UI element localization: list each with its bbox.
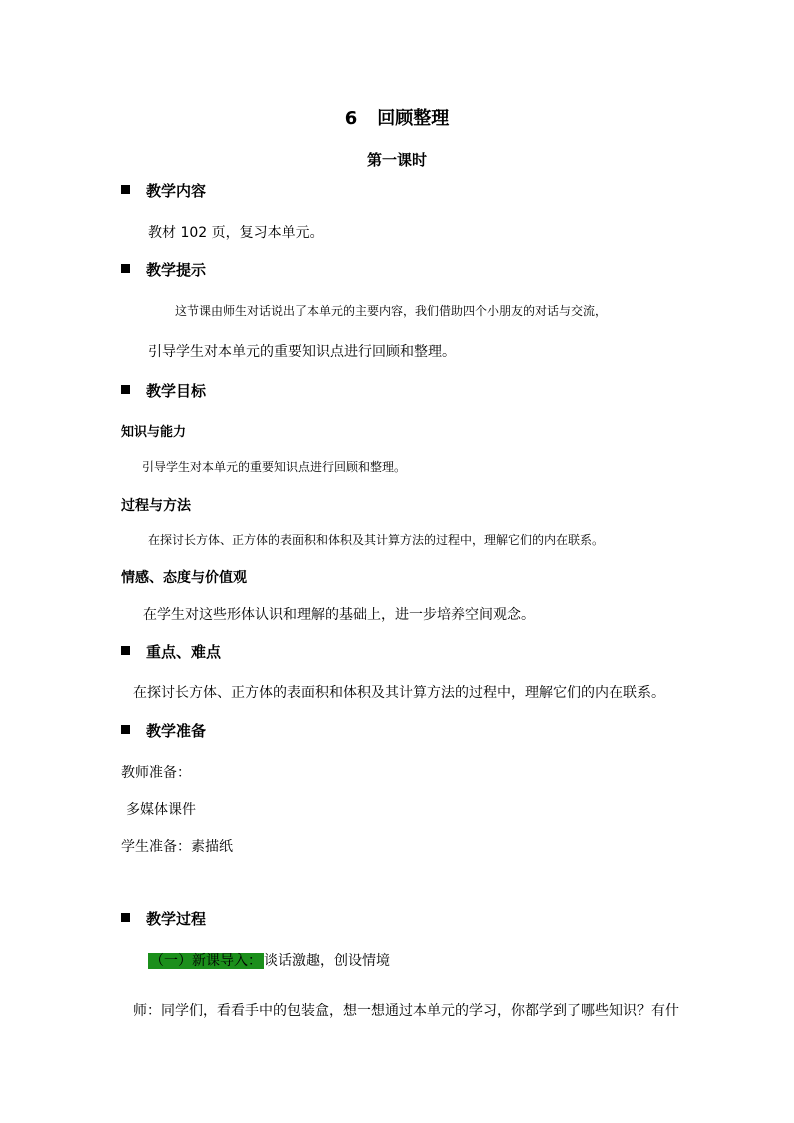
heading-text: 重点、难点 xyxy=(146,643,222,661)
teacher-prep-label: 教师准备： xyxy=(121,765,191,781)
heading-text: 教学目标 xyxy=(146,382,207,400)
page-title xyxy=(0,104,794,130)
square-bullet-icon xyxy=(121,385,130,394)
square-bullet-icon xyxy=(121,913,130,922)
student-prep: 学生准备：素描纸 xyxy=(121,839,233,855)
square-bullet-icon xyxy=(121,725,130,734)
goal2-title: 过程与方法 xyxy=(121,498,191,514)
heading-text: 教学内容 xyxy=(146,182,207,200)
square-bullet-icon xyxy=(121,185,130,194)
section-heading-tips xyxy=(121,259,206,280)
title-number: 6 xyxy=(344,108,358,129)
goal2-text: 在探讨长方体、正方体的表面积和体积及其计算方法的过程中，理解它们的内在联系。 xyxy=(148,533,605,547)
section-heading-process xyxy=(121,908,206,929)
dialog-text: 师：同学们，看看手中的包装盒，想一想通过本单元的学习，你都学到了哪些知识？有什 xyxy=(133,1003,679,1019)
square-bullet-icon xyxy=(121,264,130,273)
heading-text: 教学准备 xyxy=(146,722,207,740)
tips-text-line-2: 引导学生对本单元的重要知识点进行回顾和整理。 xyxy=(148,344,456,360)
section-heading-prep xyxy=(121,720,206,741)
section-heading-content xyxy=(121,180,206,201)
goal1-text: 引导学生对本单元的重要知识点进行回顾和整理。 xyxy=(142,460,407,474)
step1-text: 谈话激趣，创设情境 xyxy=(264,953,390,969)
tips-text-line-1: 这节课由师生对话说出了本单元的主要内容，我们借助四个小朋友的对话与交流， xyxy=(175,304,608,318)
heading-text: 教学提示 xyxy=(146,261,207,279)
content-text: 教材 102 页，复习本单元。 xyxy=(148,225,324,241)
section-heading-goals xyxy=(121,380,206,401)
page-subtitle: 第一课时 xyxy=(366,151,427,169)
teacher-prep-item: 多媒体课件 xyxy=(126,802,196,818)
step1-label-highlight: （一）新课导入： xyxy=(150,953,262,969)
heading-text: 教学过程 xyxy=(146,910,207,928)
square-bullet-icon xyxy=(121,646,130,655)
goal1-title: 知识与能力 xyxy=(121,425,187,440)
keypoints-text: 在探讨长方体、正方体的表面积和体积及其计算方法的过程中，理解它们的内在联系。 xyxy=(133,685,665,701)
goal3-text: 在学生对这些形体认识和理解的基础上，进一步培养空间观念。 xyxy=(143,607,535,623)
goal3-title: 情感、态度与价值观 xyxy=(121,570,247,586)
section-heading-keypoints xyxy=(121,641,221,662)
title-text: 回顾整理 xyxy=(377,108,450,129)
step1-line xyxy=(148,950,390,970)
